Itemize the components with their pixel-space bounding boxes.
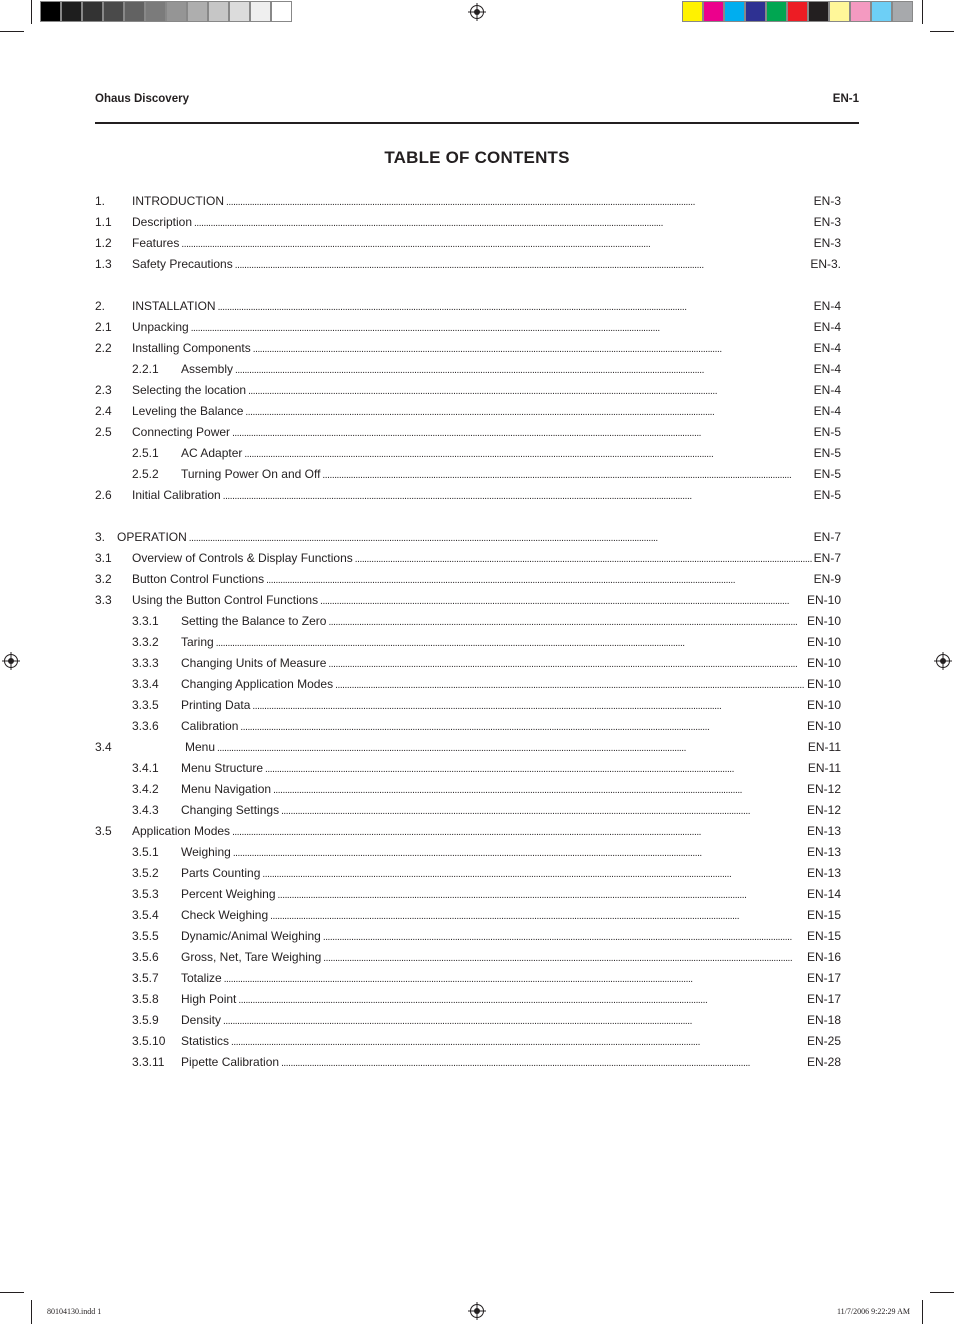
- gray-swatch: [82, 1, 103, 22]
- dot-leader: [191, 317, 812, 339]
- toc-entry-page: EN-5: [813, 425, 841, 439]
- gray-swatch: [61, 1, 82, 22]
- toc-entry-number: 3.5.8: [132, 992, 159, 1006]
- toc-entry[interactable]: [95, 527, 841, 548]
- gray-swatch: [250, 1, 271, 22]
- toc-entry-number: 3.4: [95, 740, 112, 754]
- toc-entry-label: Taring: [181, 632, 214, 654]
- header-rule: [95, 122, 859, 124]
- toc-entry-label: INSTALLATION: [132, 296, 216, 318]
- toc-entry-page: EN-10: [806, 719, 841, 733]
- toc-entry[interactable]: [95, 842, 841, 863]
- toc-entry[interactable]: [95, 905, 841, 926]
- toc-entry[interactable]: [95, 254, 841, 275]
- toc-entry-label: INTRODUCTION: [132, 191, 224, 213]
- gray-swatch: [271, 1, 292, 22]
- toc-entry-label: Density: [181, 1010, 221, 1032]
- toc-entry-page: EN-13: [806, 845, 841, 859]
- crop-mark: [31, 1300, 32, 1324]
- toc-entry-page: EN-3: [813, 236, 841, 250]
- dot-leader: [240, 716, 805, 738]
- toc-entry-label: Printing Data: [181, 695, 250, 717]
- color-swatch: [871, 1, 892, 22]
- toc-entry-label: Initial Calibration: [132, 485, 221, 507]
- toc-entry-number: 3.4.2: [132, 782, 159, 796]
- crop-mark: [922, 1300, 923, 1324]
- toc-entry-number: 3.4.3: [132, 803, 159, 817]
- dot-leader: [323, 947, 805, 969]
- dot-leader: [226, 191, 812, 213]
- toc-entry-number: 3.5.1: [132, 845, 159, 859]
- section-gap: [95, 275, 841, 296]
- toc-entry-label: Features: [132, 233, 179, 255]
- toc-entry-label: OPERATION: [117, 527, 187, 549]
- toc-entry-number: 3.5.2: [132, 866, 159, 880]
- toc-entry[interactable]: [95, 779, 841, 800]
- toc-entry[interactable]: [95, 233, 841, 254]
- toc-entry-label: Button Control Functions: [132, 569, 264, 591]
- dot-leader: [322, 464, 811, 486]
- toc-entry-page: EN-5: [813, 488, 841, 502]
- toc-entry-number: 2.4: [95, 404, 112, 418]
- dot-leader: [194, 212, 812, 234]
- toc-entry[interactable]: [95, 296, 841, 317]
- gray-swatch: [103, 1, 124, 22]
- dot-leader: [233, 842, 805, 864]
- dot-leader: [223, 1010, 805, 1032]
- toc-entry-page: EN-5: [813, 467, 841, 481]
- toc-entry-page: EN-5: [813, 446, 841, 460]
- toc-entry-label: Using the Button Control Functions: [132, 590, 318, 612]
- toc-entry-number: 2.2.1: [132, 362, 159, 376]
- toc-entry-number: 3.3.6: [132, 719, 159, 733]
- toc-entry-number: 3.3.4: [132, 677, 159, 691]
- dot-leader: [273, 779, 805, 801]
- toc-entry-page: EN-4: [813, 341, 841, 355]
- toc-entry[interactable]: [95, 422, 841, 443]
- gray-swatch: [208, 1, 229, 22]
- toc-entry[interactable]: [95, 863, 841, 884]
- toc-entry-label: Safety Precautions: [132, 254, 233, 276]
- toc-entry-label: Statistics: [181, 1031, 229, 1053]
- toc-entry-number: 2.2: [95, 341, 112, 355]
- toc-entry-label: Check Weighing: [181, 905, 268, 927]
- toc-entry-number: 2.3: [95, 383, 112, 397]
- toc-entry[interactable]: [95, 611, 841, 632]
- toc-entry-label: Totalize: [181, 968, 222, 990]
- dot-leader: [245, 401, 811, 423]
- toc-entry-label: Menu: [185, 737, 215, 759]
- toc-entry-number: 3.3.11: [132, 1055, 165, 1069]
- toc-entry-number: 3.2: [95, 572, 112, 586]
- dot-leader: [323, 926, 805, 948]
- toc-entry-page: EN-4: [813, 362, 841, 376]
- gray-swatch: [40, 1, 61, 22]
- color-swatch: [745, 1, 766, 22]
- toc-entry-page: EN-15: [806, 908, 841, 922]
- dot-leader: [262, 863, 805, 885]
- toc-entry[interactable]: [95, 464, 841, 485]
- crop-mark: [930, 1292, 954, 1293]
- toc-entry-number: 2.5.2: [132, 467, 159, 481]
- toc-entry-label: Unpacking: [132, 317, 189, 339]
- dot-leader: [218, 296, 812, 318]
- dot-leader: [216, 632, 805, 654]
- gray-swatch: [229, 1, 250, 22]
- toc-entry[interactable]: [95, 569, 841, 590]
- dot-leader: [217, 737, 806, 759]
- toc-entry-number: 3.3.2: [132, 635, 159, 649]
- toc-entry[interactable]: [95, 590, 841, 611]
- registration-mark-icon: [934, 652, 952, 670]
- toc-entry-label: Turning Power On and Off: [181, 464, 320, 486]
- toc-entry-label: Selecting the location: [132, 380, 246, 402]
- toc-entry[interactable]: [95, 548, 841, 569]
- toc-entry-page: EN-10: [806, 635, 841, 649]
- toc-entry-number: 3.5.6: [132, 950, 159, 964]
- dot-leader: [253, 338, 812, 360]
- dot-leader: [224, 968, 805, 990]
- toc-entry[interactable]: [95, 884, 841, 905]
- color-swatch: [724, 1, 745, 22]
- toc-entry[interactable]: [95, 989, 841, 1010]
- dot-leader: [244, 443, 811, 465]
- dot-leader: [266, 569, 812, 591]
- color-swatch: [829, 1, 850, 22]
- color-swatch: [703, 1, 724, 22]
- toc-entry-page: EN-4: [813, 299, 841, 313]
- color-swatch: [850, 1, 871, 22]
- toc-entry[interactable]: [95, 653, 841, 674]
- toc-entry-label: Changing Units of Measure: [181, 653, 326, 675]
- toc-entry[interactable]: [95, 632, 841, 653]
- color-swatch: [808, 1, 829, 22]
- color-swatch: [682, 1, 703, 22]
- toc-entry[interactable]: [95, 443, 841, 464]
- toc-entry-page: EN-4: [813, 404, 841, 418]
- toc-entry-number: 3.5.9: [132, 1013, 159, 1027]
- toc-entry-number: 2.5: [95, 425, 112, 439]
- toc-entry-label: Changing Application Modes: [181, 674, 333, 696]
- registration-mark-icon: [468, 1302, 486, 1320]
- toc-entry-number: 3.1: [95, 551, 112, 565]
- toc-entry[interactable]: [95, 821, 841, 842]
- color-swatch: [766, 1, 787, 22]
- toc-entry-label: Menu Structure: [181, 758, 263, 780]
- toc-entry[interactable]: [95, 716, 841, 737]
- toc-entry[interactable]: [95, 485, 841, 506]
- toc-entry-page: EN-28: [806, 1055, 841, 1069]
- toc-entry[interactable]: [95, 1052, 841, 1073]
- toc-entry[interactable]: [95, 926, 841, 947]
- toc-entry-page: EN-12: [806, 803, 841, 817]
- toc-entry-number: 3.3.1: [132, 614, 159, 628]
- crop-mark: [0, 31, 24, 32]
- toc-entry-number: 3.5.3: [132, 887, 159, 901]
- toc-entry-label: Calibration: [181, 716, 238, 738]
- dot-leader: [278, 884, 805, 906]
- toc-entry-page: EN-13: [806, 824, 841, 838]
- toc-entry-number: 3.4.1: [132, 761, 159, 775]
- toc-entry-label: Dynamic/Animal Weighing: [181, 926, 321, 948]
- toc-entry[interactable]: [95, 758, 841, 779]
- toc-entry-page: EN-7: [813, 530, 841, 544]
- dot-leader: [328, 611, 805, 633]
- toc-entry[interactable]: [95, 674, 841, 695]
- toc-entry[interactable]: [95, 800, 841, 821]
- toc-entry-page: EN-12: [806, 782, 841, 796]
- toc-entry-label: Setting the Balance to Zero: [181, 611, 326, 633]
- toc-entry[interactable]: [95, 1010, 841, 1031]
- toc-entry-number: 3.: [95, 530, 106, 544]
- table-of-contents: [95, 191, 841, 1073]
- toc-entry-label: Description: [132, 212, 192, 234]
- toc-entry-label: Application Modes: [132, 821, 230, 843]
- dot-leader: [281, 800, 805, 822]
- toc-entry-page: EN-11: [807, 740, 841, 754]
- toc-entry-number: 3.5: [95, 824, 112, 838]
- toc-entry-label: Installing Components: [132, 338, 251, 360]
- dot-leader: [265, 758, 806, 780]
- section-gap: [95, 506, 841, 527]
- toc-entry-page: EN-11: [807, 761, 841, 775]
- toc-entry-number: 2.6: [95, 488, 112, 502]
- toc-entry[interactable]: [95, 401, 841, 422]
- crop-mark: [0, 1292, 24, 1293]
- dot-leader: [232, 821, 805, 843]
- toc-entry-label: AC Adapter: [181, 443, 242, 465]
- dot-leader: [189, 527, 812, 549]
- toc-entry[interactable]: [95, 968, 841, 989]
- toc-entry-page: EN-7: [813, 551, 841, 565]
- crop-mark: [930, 31, 954, 32]
- dot-leader: [235, 254, 809, 276]
- toc-entry[interactable]: [95, 191, 841, 212]
- toc-entry-label: Percent Weighing: [181, 884, 276, 906]
- dot-leader: [252, 695, 805, 717]
- registration-mark-icon: [2, 652, 20, 670]
- toc-entry-number: 1.: [95, 194, 106, 208]
- toc-entry[interactable]: [95, 359, 841, 380]
- toc-entry-label: Leveling the Balance: [132, 401, 243, 423]
- dot-leader: [232, 422, 812, 444]
- dot-leader: [320, 590, 805, 612]
- toc-entry-page: EN-3.: [810, 257, 841, 271]
- toc-entry-page: EN-10: [806, 698, 841, 712]
- toc-entry-number: 3.5.4: [132, 908, 159, 922]
- toc-entry-page: EN-17: [806, 971, 841, 985]
- toc-entry-number: 1.2: [95, 236, 112, 250]
- toc-entry-page: EN-3: [813, 215, 841, 229]
- dot-leader: [238, 989, 805, 1011]
- toc-entry[interactable]: [95, 695, 841, 716]
- toc-entry-number: 1.3: [95, 257, 112, 271]
- toc-entry-number: 2.5.1: [132, 446, 159, 460]
- dot-leader: [335, 674, 805, 696]
- dot-leader: [223, 485, 812, 507]
- toc-entry-page: EN-10: [806, 593, 841, 607]
- file-slug: 80104130.indd 1: [47, 1307, 102, 1316]
- toc-entry-number: 3.3: [95, 593, 112, 607]
- toc-entry-page: EN-9: [813, 572, 841, 586]
- toc-entry-number: 2.1: [95, 320, 112, 334]
- dot-leader: [248, 380, 812, 402]
- toc-entry[interactable]: [95, 338, 841, 359]
- toc-entry[interactable]: [95, 317, 841, 338]
- page-number: EN-1: [832, 93, 859, 105]
- toc-entry-label: High Point: [181, 989, 236, 1011]
- gray-swatch: [124, 1, 145, 22]
- crop-mark: [31, 0, 32, 24]
- dot-leader: [270, 905, 805, 927]
- page-title: TABLE OF CONTENTS: [384, 148, 570, 167]
- toc-entry-label: Changing Settings: [181, 800, 279, 822]
- toc-entry-page: EN-4: [813, 320, 841, 334]
- toc-entry-number: 3.3.3: [132, 656, 159, 670]
- toc-entry[interactable]: [95, 1031, 841, 1052]
- gray-swatch: [145, 1, 166, 22]
- toc-entry-label: Menu Navigation: [181, 779, 271, 801]
- gray-swatch: [187, 1, 208, 22]
- toc-entry-page: EN-15: [806, 929, 841, 943]
- toc-entry-page: EN-10: [806, 656, 841, 670]
- color-swatch: [892, 1, 913, 22]
- crop-mark: [922, 0, 923, 24]
- toc-entry-number: 3.5.5: [132, 929, 159, 943]
- toc-entry-label: Connecting Power: [132, 422, 230, 444]
- toc-entry-number: 2.: [95, 299, 106, 313]
- toc-entry-number: 1.1: [95, 215, 112, 229]
- toc-entry[interactable]: [95, 212, 841, 233]
- print-timestamp: 11/7/2006 9:22:29 AM: [836, 1307, 910, 1316]
- toc-entry-number: 3.3.5: [132, 698, 159, 712]
- toc-entry-page: EN-3: [813, 194, 841, 208]
- toc-entry-label: Pipette Calibration: [181, 1052, 279, 1074]
- toc-entry-page: EN-4: [813, 383, 841, 397]
- toc-entry-page: EN-10: [806, 677, 841, 691]
- running-header-title: Ohaus Discovery: [95, 93, 189, 105]
- toc-entry-page: EN-25: [806, 1034, 841, 1048]
- dot-leader: [328, 653, 805, 675]
- dot-leader: [355, 548, 812, 570]
- color-swatch: [787, 1, 808, 22]
- toc-entry[interactable]: [95, 947, 841, 968]
- toc-entry-page: EN-16: [806, 950, 841, 964]
- dot-leader: [235, 359, 812, 381]
- dot-leader: [181, 233, 811, 255]
- toc-entry-number: 3.5.10: [132, 1034, 166, 1048]
- toc-entry-label: Gross, Net, Tare Weighing: [181, 947, 321, 969]
- toc-entry-page: EN-13: [806, 866, 841, 880]
- dot-leader: [281, 1052, 805, 1074]
- registration-mark-icon: [468, 3, 486, 21]
- toc-entry-number: 3.5.7: [132, 971, 159, 985]
- toc-entry-page: EN-10: [806, 614, 841, 628]
- toc-entry-page: EN-18: [806, 1013, 841, 1027]
- gray-swatch: [166, 1, 187, 22]
- toc-entry-label: Weighing: [181, 842, 231, 864]
- toc-entry-label: Overview of Controls & Display Functions: [132, 548, 353, 570]
- toc-entry-page: EN-14: [806, 887, 841, 901]
- toc-entry[interactable]: [95, 737, 841, 758]
- toc-entry-label: Parts Counting: [181, 863, 260, 885]
- toc-entry[interactable]: [95, 380, 841, 401]
- dot-leader: [231, 1031, 805, 1053]
- toc-entry-label: Assembly: [181, 359, 233, 381]
- toc-entry-page: EN-17: [806, 992, 841, 1006]
